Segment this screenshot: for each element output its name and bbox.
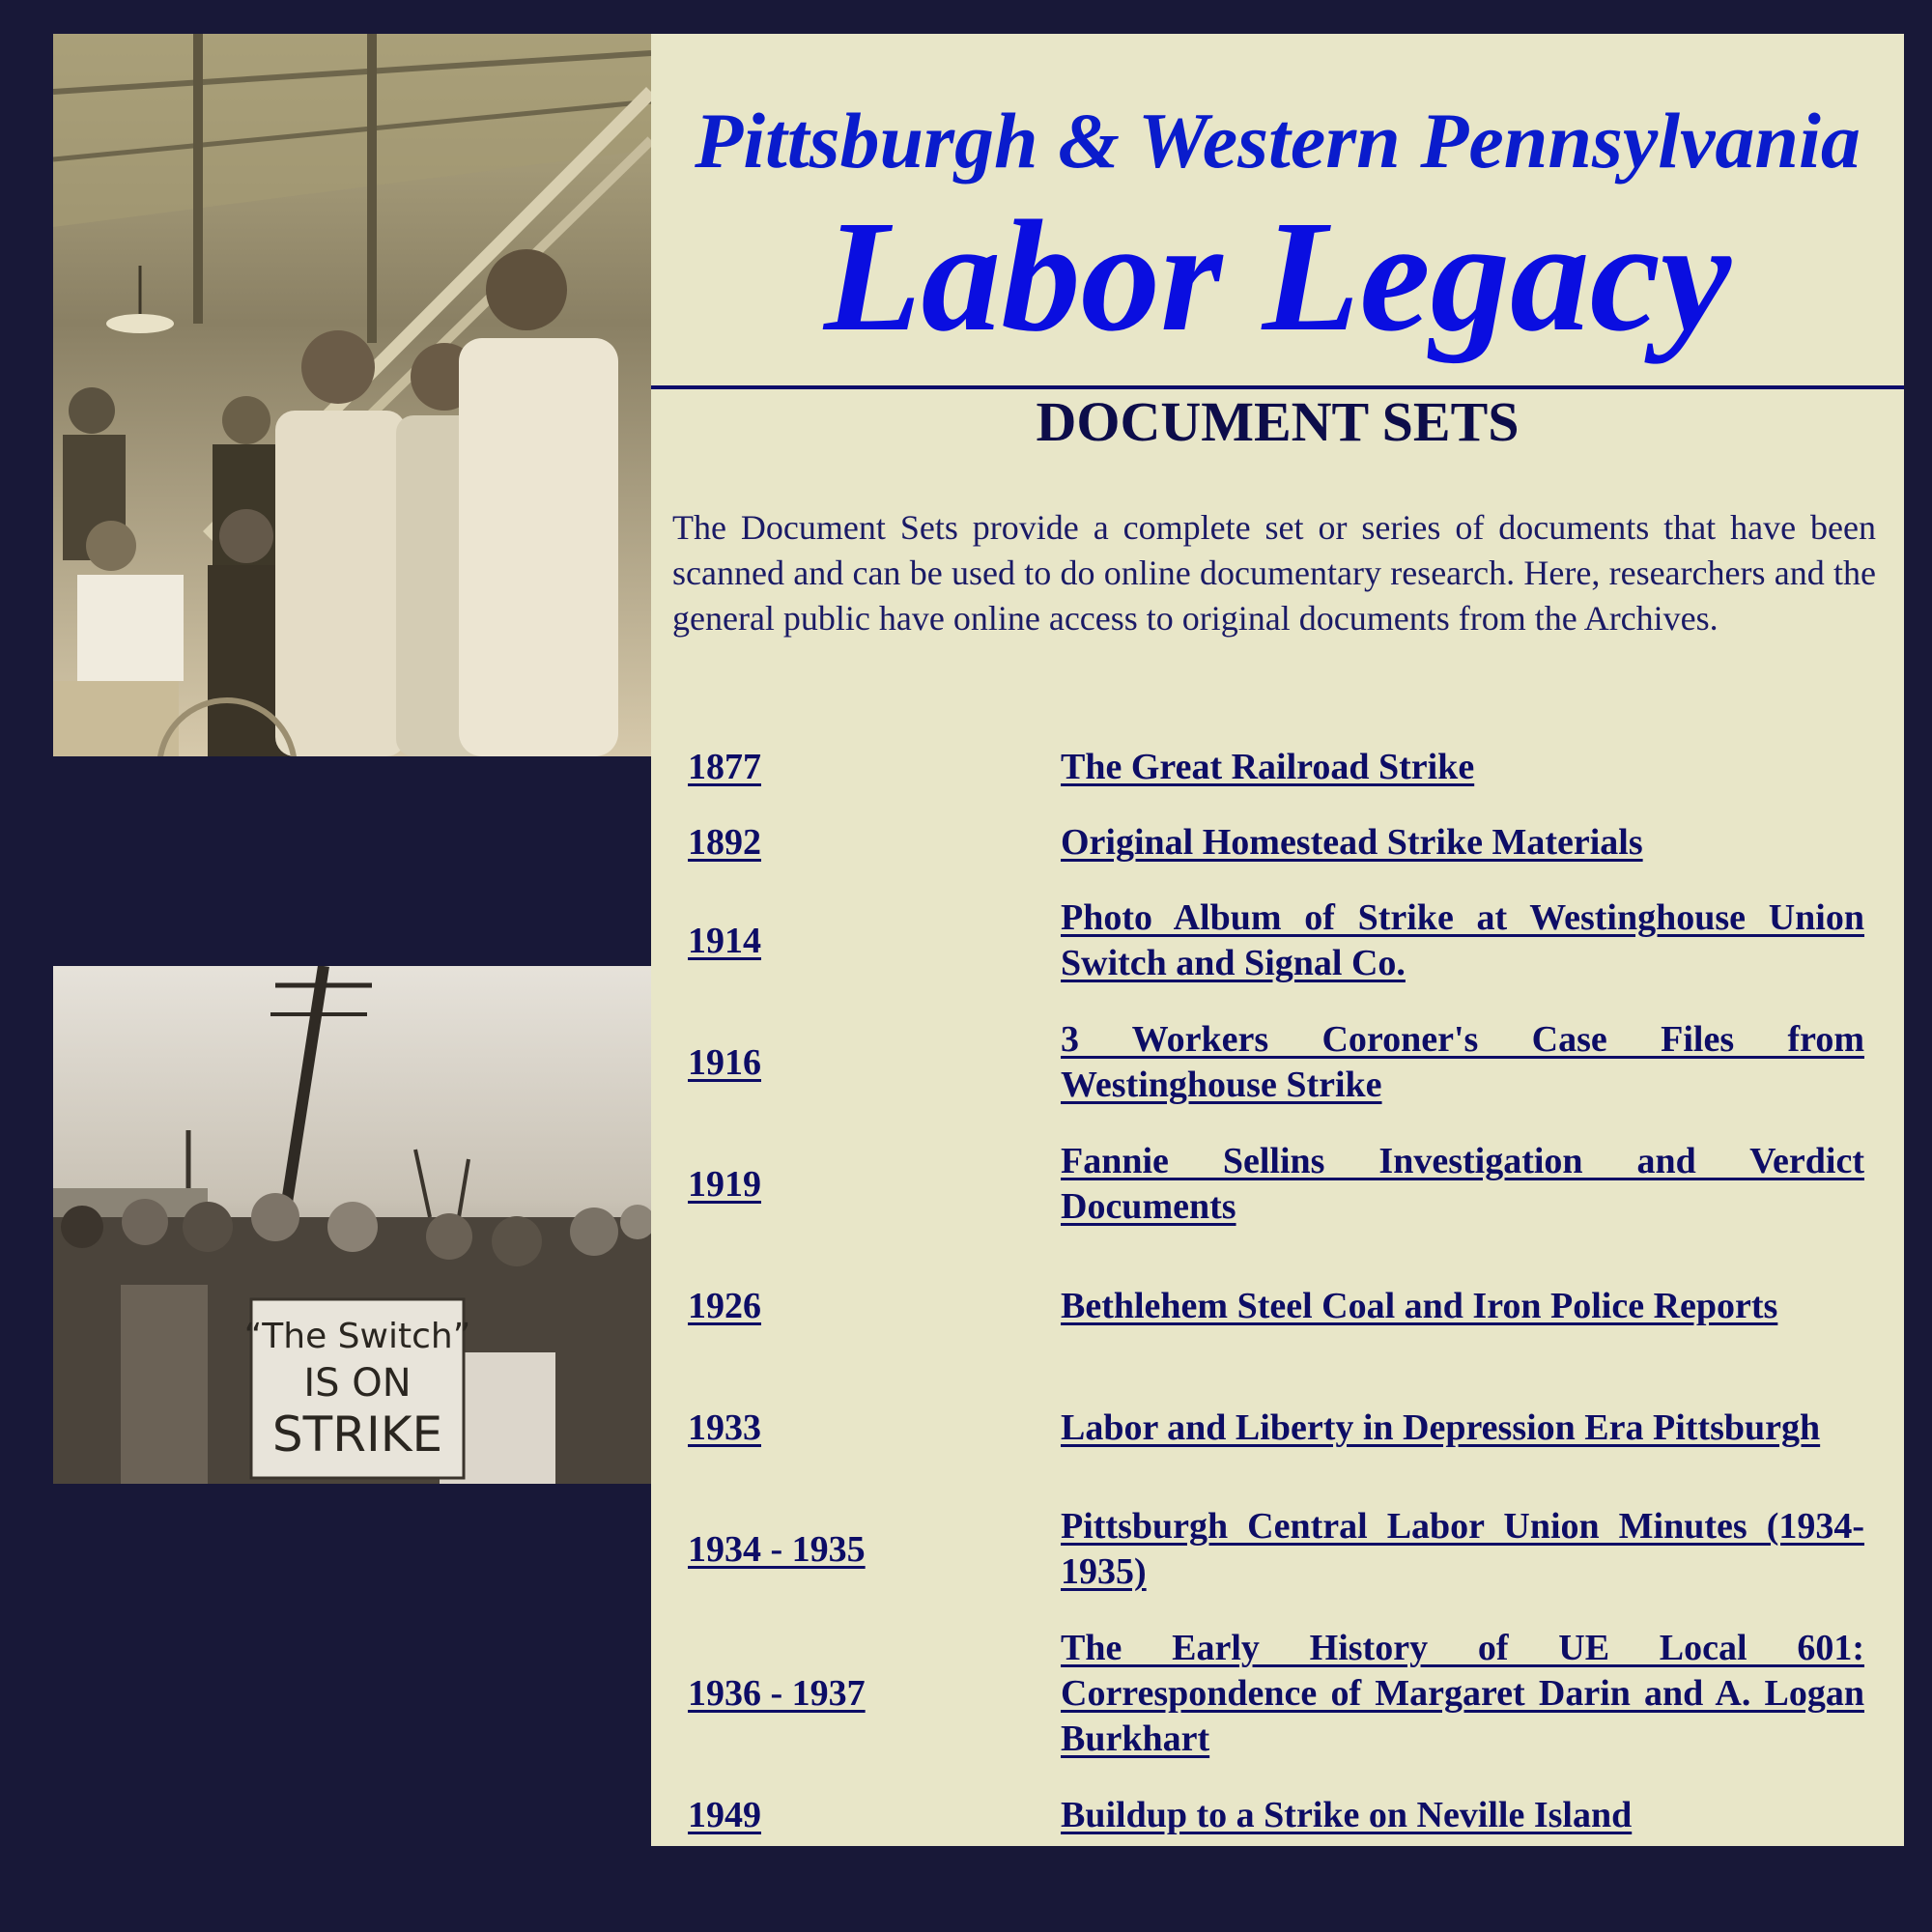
sign-line-2: IS ON	[303, 1361, 412, 1406]
photo-women-workers	[53, 34, 651, 756]
document-sets-table	[688, 729, 1864, 1853]
document-set-title-cell	[1061, 1123, 1864, 1245]
document-set-row	[688, 880, 1864, 1002]
document-set-year-link[interactable]: 1936 - 1937	[688, 1673, 866, 1714]
content-panel	[651, 34, 1904, 1846]
document-set-title-cell	[1061, 880, 1864, 1002]
document-set-title-link[interactable]: 3 Workers Coroner's Case Files from Westinghouse Strike	[1061, 1019, 1864, 1105]
document-set-year-cell	[688, 1777, 1061, 1853]
document-set-title-cell	[1061, 1367, 1864, 1489]
document-set-year-link[interactable]: 1919	[688, 1163, 761, 1205]
document-set-row	[688, 1610, 1864, 1777]
document-set-title-cell	[1061, 1002, 1864, 1123]
site-subtitle: Pittsburgh & Western Pennsylvania	[695, 97, 1861, 185]
document-set-title-link[interactable]: Pittsburgh Central Labor Union Minutes (1934-1935)	[1061, 1506, 1864, 1592]
document-set-row	[688, 1002, 1864, 1123]
document-set-year-link[interactable]: 1914	[688, 920, 761, 961]
document-set-row	[688, 1245, 1864, 1367]
document-set-title-link[interactable]: Bethlehem Steel Coal and Iron Police Reports	[1061, 1285, 1778, 1326]
document-set-title-link[interactable]: The Great Railroad Strike	[1061, 746, 1475, 787]
document-set-title-link[interactable]: Fannie Sellins Investigation and Verdict Documents	[1061, 1141, 1864, 1227]
document-set-title-link[interactable]: Labor and Liberty in Depression Era Pittsburgh	[1061, 1406, 1821, 1448]
document-set-year-cell	[688, 880, 1061, 1002]
document-set-row	[688, 1489, 1864, 1610]
document-set-year-cell	[688, 805, 1061, 880]
document-set-year-link[interactable]: 1877	[688, 746, 761, 787]
document-set-year-cell	[688, 1002, 1061, 1123]
document-set-year-cell	[688, 1367, 1061, 1489]
document-set-title-link[interactable]: Buildup to a Strike on Neville Island	[1061, 1794, 1633, 1835]
document-set-title-cell	[1061, 1245, 1864, 1367]
section-heading: DOCUMENT SETS	[1036, 390, 1520, 453]
document-set-title-cell	[1061, 805, 1864, 880]
document-set-title-link[interactable]: The Early History of UE Local 601: Correspondence of Margaret Darin and A. Logan Burkhart	[1061, 1628, 1864, 1759]
document-set-row	[688, 1367, 1864, 1489]
sign-line-3: STRIKE	[271, 1406, 443, 1463]
document-set-year-link[interactable]: 1933	[688, 1406, 761, 1448]
document-set-year-cell	[688, 1245, 1061, 1367]
sign-line-1: “The Switch”	[243, 1317, 471, 1356]
document-set-title-cell	[1061, 1489, 1864, 1610]
document-set-title-cell	[1061, 729, 1864, 805]
intro-paragraph: The Document Sets provide a complete set or series of documents that have been scanned and can be used to do online documentary research. Here, researchers and the general public have online access to original documents from the Archives.	[672, 508, 1876, 638]
document-set-row	[688, 1123, 1864, 1245]
document-set-row	[688, 805, 1864, 880]
document-set-title-link[interactable]: Original Homestead Strike Materials	[1061, 821, 1643, 863]
document-set-year-link[interactable]: 1892	[688, 821, 761, 863]
document-set-row	[688, 729, 1864, 805]
document-set-year-cell	[688, 729, 1061, 805]
document-set-year-cell	[688, 1610, 1061, 1777]
title-divider	[651, 385, 1904, 389]
document-set-title-cell	[1061, 1777, 1864, 1853]
document-set-year-link[interactable]: 1916	[688, 1041, 761, 1083]
document-set-title-cell	[1061, 1610, 1864, 1777]
document-set-year-link[interactable]: 1949	[688, 1794, 761, 1835]
photo-switch-strike	[53, 966, 651, 1484]
document-set-title-link[interactable]: Photo Album of Strike at Westinghouse Union Switch and Signal Co.	[1061, 897, 1864, 983]
document-set-year-link[interactable]: 1934 - 1935	[688, 1528, 866, 1570]
document-set-row	[688, 1777, 1864, 1853]
document-set-year-link[interactable]: 1926	[688, 1285, 761, 1326]
document-set-year-cell	[688, 1489, 1061, 1610]
site-title: Labor Legacy	[823, 187, 1732, 364]
document-set-year-cell	[688, 1123, 1061, 1245]
